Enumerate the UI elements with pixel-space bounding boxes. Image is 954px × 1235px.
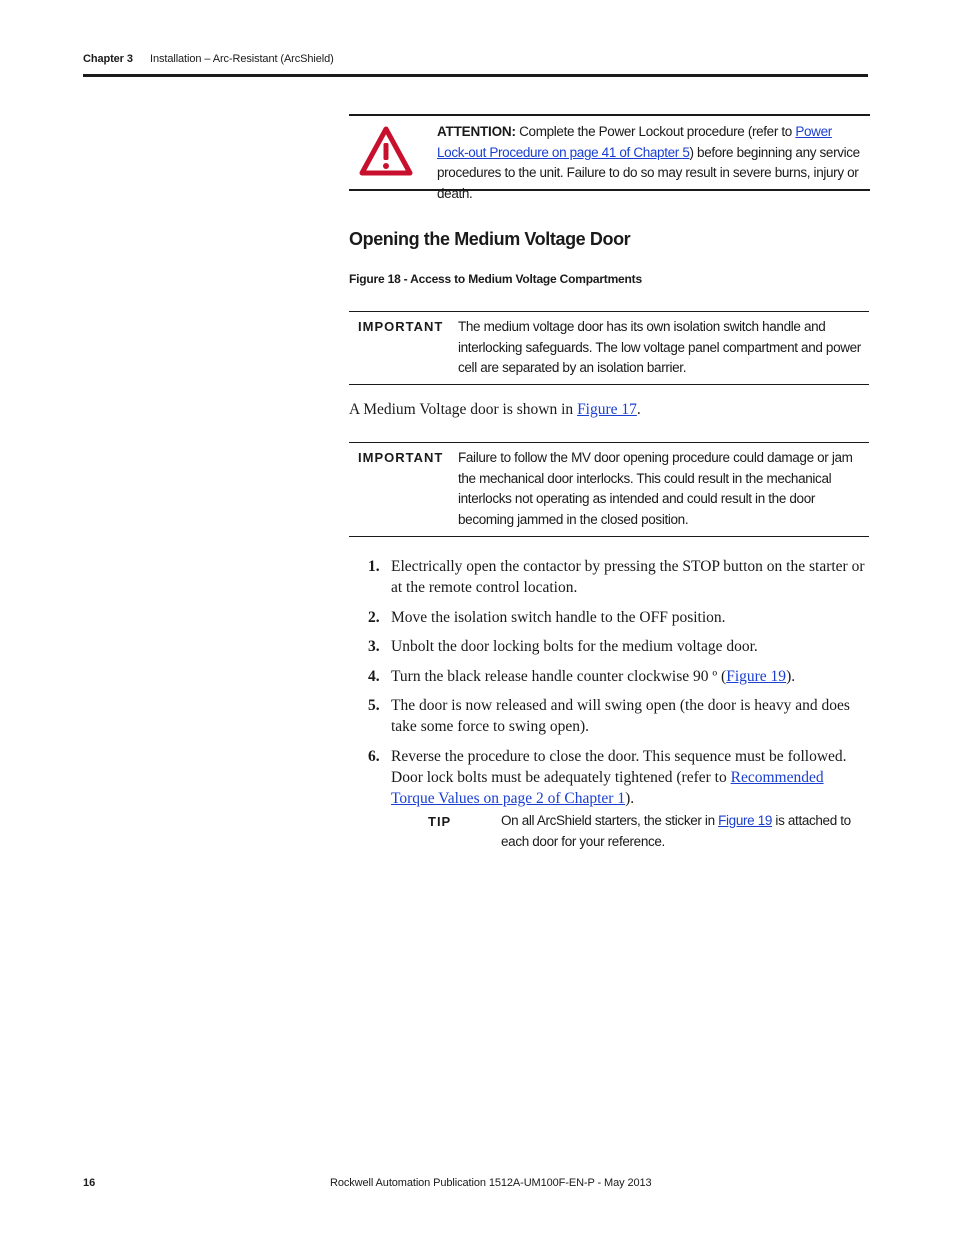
- important-tag: IMPORTANT: [358, 450, 444, 465]
- tip-text: [501, 811, 871, 852]
- chapter-title: Installation – Arc-Resistant (ArcShield): [150, 53, 334, 65]
- step-item: [368, 666, 868, 687]
- step-item: [368, 746, 868, 809]
- step-number: 1.: [368, 558, 380, 575]
- torque-values-link[interactable]: Recommended Torque Values on page 2 of Chapter 1: [391, 768, 824, 807]
- section-title: Opening the Medium Voltage Door: [349, 229, 631, 249]
- step-item: [368, 607, 868, 628]
- attention-box: [349, 114, 870, 201]
- page-number: 16: [83, 1177, 96, 1189]
- important-box: [349, 311, 869, 385]
- running-header: [83, 53, 334, 65]
- figure-17-link[interactable]: Figure 17: [577, 401, 637, 418]
- procedure-steps: [368, 556, 868, 817]
- figure-19-link[interactable]: Figure 19: [726, 667, 787, 685]
- step-text: Move the isolation switch handle to the OFF position.: [391, 608, 726, 626]
- chapter-label: Chapter 3: [83, 53, 133, 65]
- step-number: 4.: [368, 667, 380, 685]
- step-text: Electrically open the contactor by pressing the STOP button on the starter or at the remote control location.: [391, 558, 865, 596]
- attention-text-before: Complete the Power Lockout procedure (refer to: [515, 124, 796, 139]
- step-text-before: Reverse the procedure to close the door. This sequence must be followed. Door lock bolts must be adequately tightened (refer to: [391, 747, 847, 786]
- step-item: [368, 636, 868, 657]
- step-text: The door is now released and will swing open (the door is heavy and does take some force to swing open).: [391, 697, 850, 735]
- power-lockout-link[interactable]: Power Lock-out Procedure on page 41 of Chapter 5: [437, 124, 832, 160]
- step-text-after: ).: [786, 667, 796, 685]
- figure-19-link[interactable]: Figure 19: [718, 813, 773, 828]
- publication-footer: Rockwell Automation Publication 1512A-UM100F-EN-P - May 2013: [330, 1177, 652, 1189]
- step-number: 2.: [368, 608, 380, 626]
- attention-label: ATTENTION:: [437, 124, 516, 139]
- paragraph-text-before: A Medium Voltage door is shown in: [349, 401, 578, 418]
- body-paragraph: [349, 401, 641, 419]
- step-number: 6.: [368, 747, 380, 765]
- warning-triangle-icon: [359, 126, 413, 176]
- step-text-after: ).: [625, 789, 635, 807]
- step-number: 5.: [368, 697, 380, 714]
- tip-text-after: is attached to each door for your reference.: [501, 813, 851, 849]
- header-rule: [83, 74, 868, 77]
- important-text: The medium voltage door has its own isolation switch handle and interlocking safeguards. The low voltage panel compartment and power cell are separated by an isolation barrier.: [458, 319, 861, 375]
- tip-text-before: On all ArcShield starters, the sticker in: [501, 813, 719, 828]
- warning-exclamation-bar: [384, 143, 389, 160]
- important-tag: IMPORTANT: [358, 319, 444, 334]
- warning-exclamation-dot: [383, 163, 389, 169]
- attention-text-after: ) before beginning any service procedures to the unit. Failure to do so may result in severe burns, injury or death.: [437, 144, 860, 201]
- figure-caption: Figure 18 - Access to Medium Voltage Compartments: [349, 272, 642, 286]
- attention-text: [437, 122, 862, 204]
- step-number: 3.: [368, 638, 380, 655]
- important-box: [349, 442, 869, 537]
- tip-tag: TIP: [428, 814, 452, 829]
- step-text: Unbolt the door locking bolts for the medium voltage door.: [391, 638, 758, 655]
- paragraph-text-after: .: [636, 401, 641, 418]
- step-item: [368, 556, 868, 598]
- important-text: Failure to follow the MV door opening procedure could damage or jam the mechanical door interlocks. This could result in the mechanical interlocks not operating as intended and could result in the door becoming jammed in the closed position.: [458, 450, 853, 527]
- step-text-before: Turn the black release handle counter clockwise 90 º (: [391, 667, 727, 685]
- step-item: [368, 695, 868, 737]
